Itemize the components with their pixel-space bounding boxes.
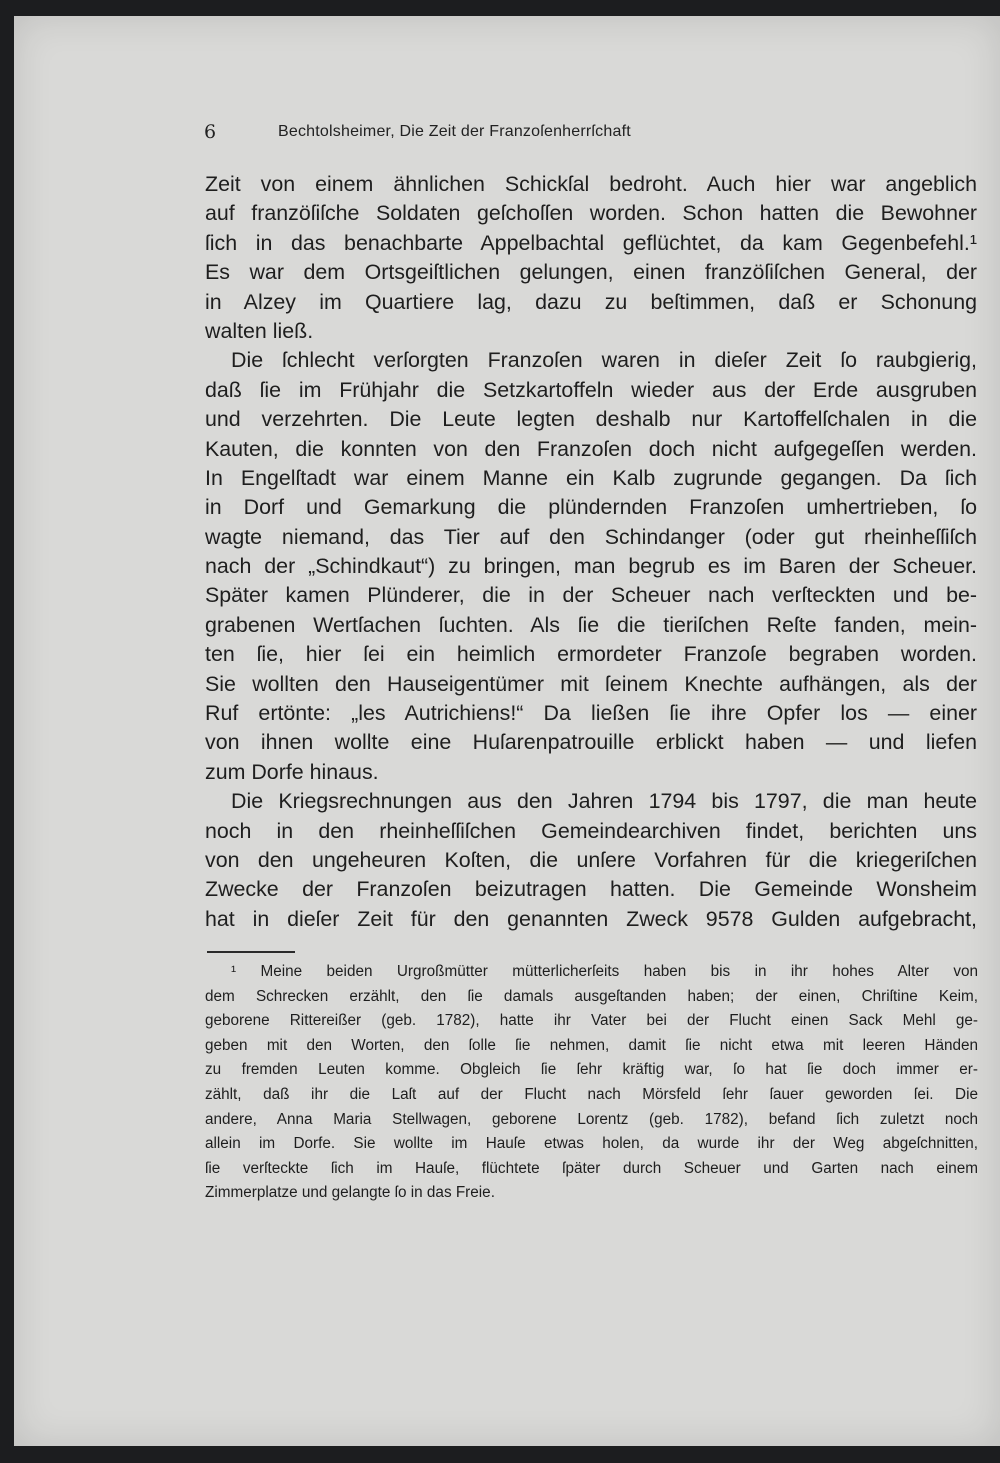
body-text (205, 170, 977, 934)
text-line: nach der „Schindkaut“) zu bringen, man begrub es im Baren der Scheuer. (205, 554, 977, 579)
footnote-line: zählt, daß ihr die Laſt auf der Flucht nach Mörsfeld ſehr ſauer geworden ſei. Die (205, 1085, 978, 1103)
footnote-line: ¹ Meine beiden Urgroßmütter mütterlicherſeits haben bis in ihr hohes Alter von (231, 963, 978, 980)
page-header (204, 121, 764, 149)
footnote-line: dem Schrecken erzählt, den ſie damals ausgeſtanden haben; der einen, Chriſtine Keim, (205, 987, 978, 1005)
text-line: ſich in das benachbarte Appelbachtal geflüchtet, da kam Gegenbefehl.¹ (205, 230, 977, 255)
text-line: Es war dem Ortsgeiſtlichen gelungen, einen franzöſiſchen General, der (205, 260, 977, 285)
text-line: Später kamen Plünderer, die in der Scheuer nach verſteckten und be- (205, 583, 977, 608)
paragraph (205, 346, 977, 787)
paragraph (205, 170, 977, 346)
text-line: zum Dorfe hinaus. (205, 759, 379, 784)
page-number: 6 (204, 121, 217, 143)
text-line: in Dorf und Gemarkung die plündernden Franzoſen umhertrieben, ſo (205, 495, 977, 520)
running-title: Bechtolsheimer, Die Zeit der Franzoſenherrſchaft (278, 123, 631, 140)
text-line: daß ſie im Frühjahr die Setzkartoffeln wieder aus der Erde ausgruben (205, 377, 977, 402)
text-line: auf franzöſiſche Soldaten geſchoſſen worden. Schon hatten die Bewohner (205, 201, 977, 226)
text-line: Sie wollten den Hauseigentümer mit ſeinem Knechte aufhängen, als der (205, 671, 977, 696)
text-line: Kauten, die konnten von den Franzoſen doch nicht aufgegeſſen werden. (205, 436, 977, 461)
paragraph (205, 787, 977, 934)
footnote-line: zu fremden Leuten komme. Obgleich ſie ſehr kräftig war, ſo hat ſie doch immer er- (205, 1061, 978, 1079)
text-line: ten ſie, hier ſei ein heimlich ermordeter Franzoſe begraben worden. (205, 642, 977, 667)
text-line: Ruf ertönte: „les Autrichiens!“ Da ließen ſie ihre Opfer los — einer (205, 701, 977, 726)
text-line: in Alzey im Quartiere lag, dazu zu beſtimmen, daß er Schonung (205, 289, 977, 314)
text-line: Zwecke der Franzoſen beizutragen hatten. Die Gemeinde Wonsheim (205, 877, 977, 902)
text-line: von ihnen wollte eine Huſarenpatrouille erblickt haben — und liefen (205, 730, 977, 755)
text-line: grabenen Wertſachen ſuchten. Als ſie die tieriſchen Reſte fanden, mein- (205, 612, 977, 637)
footnote-line: geborene Rittereißer (geb. 1782), hatte ihr Vater bei der Flucht einen Sack Mehl ge- (205, 1012, 978, 1030)
text-line: Die Kriegsrechnungen aus den Jahren 1794 bis 1797, die man heute (231, 789, 977, 814)
text-line: Die ſchlecht verſorgten Franzoſen waren in dieſer Zeit ſo raubgierig, (231, 348, 977, 373)
text-line: walten ließ. (205, 318, 314, 343)
text-line: und verzehrten. Die Leute legten deshalb nur Kartoffelſchalen in die (205, 407, 977, 432)
text-line: noch in den rheinheſſiſchen Gemeindearchiven findet, berichten uns (205, 818, 977, 843)
footnote-line: ſie verſteckte ſich im Hauſe, flüchtete ſpäter durch Scheuer und Garten nach einem (205, 1159, 978, 1177)
text-line: von den ungeheuren Koſten, die unſere Vorfahren für die kriegeriſchen (205, 847, 977, 872)
footnote-divider (207, 951, 295, 953)
text-line: wagte niemand, das Tier auf den Schindanger (oder gut rheinheſſiſch (205, 524, 977, 549)
footnote-line: geben mit den Worten, den ſolle ſie nehmen, damit ſie nicht etwa mit leeren Händen (205, 1036, 978, 1054)
text-line: Zeit von einem ähnlichen Schickſal bedroht. Auch hier war angeblich (205, 172, 977, 196)
text-line: hat in dieſer Zeit für den genannten Zweck 9578 Gulden aufgebracht, (205, 906, 977, 931)
footnote (205, 960, 978, 1206)
footnote-line: andere, Anna Maria Stellwagen, geborene Lorentz (geb. 1782), befand ſich zuletzt noch (205, 1110, 978, 1128)
footnote-line: Zimmerplatze und gelangte ſo in das Freie. (205, 1184, 495, 1202)
text-line: In Engelſtadt war einem Manne ein Kalb zugrunde gegangen. Da ſich (205, 465, 977, 490)
footnote-line: allein im Dorfe. Sie wollte im Hauſe etwas holen, da wurde ihr der Weg abgeſchnitten, (205, 1135, 978, 1153)
